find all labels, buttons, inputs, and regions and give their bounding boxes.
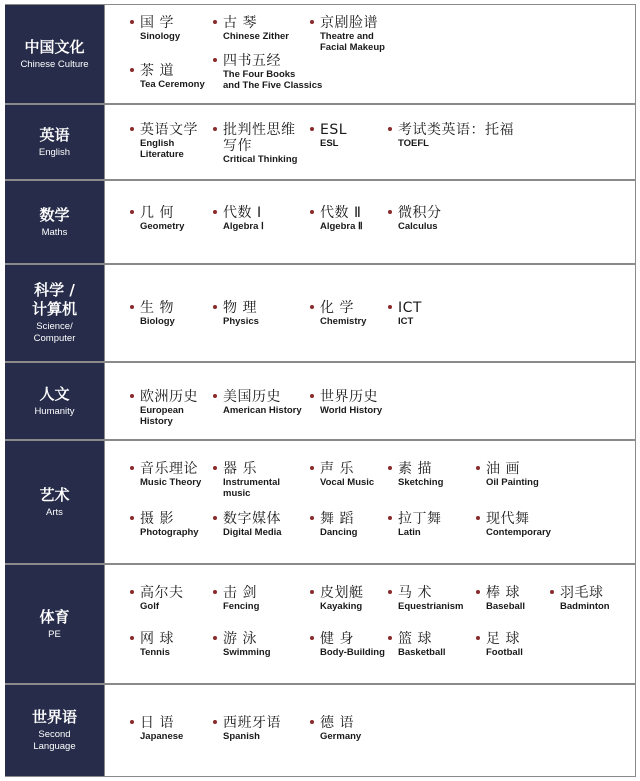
bullet-icon: [310, 127, 314, 131]
course-item: [140, 300, 175, 327]
course-item: [320, 300, 366, 327]
course-list: [104, 105, 636, 179]
course-name-zh: 拉丁舞: [398, 511, 442, 527]
course-name-en: Equestrianism: [398, 601, 464, 612]
course-name-en: Physics: [223, 316, 259, 327]
bullet-icon: [130, 516, 134, 520]
course-item: [223, 585, 259, 612]
course-name-en: Dancing: [320, 527, 358, 538]
category-row: [5, 564, 636, 684]
course-name-en: Vocal Music: [320, 477, 375, 488]
course-item: [140, 63, 205, 90]
bullet-icon: [476, 636, 480, 640]
course-name-en: Fencing: [223, 601, 260, 612]
course-item: [223, 300, 259, 327]
course-item: [223, 53, 322, 91]
course-item: [223, 205, 264, 232]
bullet-icon: [130, 636, 134, 640]
bullet-icon: [388, 516, 392, 520]
course-name-zh: 羽毛球: [560, 585, 604, 601]
course-list: [104, 685, 636, 776]
bullet-icon: [310, 305, 314, 309]
category-name-en: Humanity: [34, 405, 75, 417]
course-item: [320, 511, 357, 538]
category-name-zh: 英语: [39, 125, 70, 144]
category-name-zh: 人文: [39, 384, 70, 403]
course-name-en: Kayaking: [320, 601, 363, 612]
course-list: [104, 181, 636, 263]
course-name-en: Golf: [140, 601, 159, 612]
course-name-zh: 素 描: [398, 461, 432, 477]
course-name-zh: 欧洲历史: [140, 389, 198, 405]
bullet-icon: [213, 590, 217, 594]
course-list: [104, 265, 636, 361]
course-name-zh: 京剧脸谱: [320, 15, 378, 31]
course-name-en: Sketching: [398, 477, 444, 488]
course-item: [140, 715, 183, 742]
course-name-en: ICT: [398, 316, 414, 327]
course-item: [140, 585, 184, 612]
course-item: [140, 389, 198, 427]
course-item: [223, 461, 280, 499]
course-item: [140, 461, 201, 488]
bullet-icon: [476, 516, 480, 520]
course-name-zh: 考试类英语：托福: [398, 122, 514, 138]
course-item: [398, 511, 442, 538]
course-name-en: Basketball: [398, 647, 446, 658]
bullet-icon: [310, 20, 314, 24]
course-name-zh: 日 语: [140, 715, 174, 731]
course-name-zh: 茶 道: [140, 63, 174, 79]
category-name-zh: 科学 / 计算机: [31, 281, 77, 318]
course-item: [398, 461, 443, 488]
bullet-icon: [388, 127, 392, 131]
category-row: [5, 264, 636, 362]
course-name-zh: 批判性思维 写作: [223, 122, 296, 154]
course-name-zh: 代数 Ⅰ: [223, 205, 262, 221]
course-name-en: Japanese: [140, 731, 184, 742]
category-name-zh: 中国文化: [24, 37, 85, 56]
course-name-en: Photography: [140, 527, 199, 538]
course-name-zh: 音乐理论: [140, 461, 198, 477]
course-name-en: Algebra Ⅰ: [223, 221, 264, 232]
course-name-en: European History: [140, 405, 184, 427]
course-item: [140, 511, 199, 538]
course-name-en: World History: [320, 405, 383, 416]
bullet-icon: [388, 590, 392, 594]
course-item: [398, 300, 422, 327]
course-name-en: Badminton: [560, 601, 610, 612]
course-name-zh: 马 术: [398, 585, 432, 601]
course-name-en: Algebra Ⅱ: [320, 221, 363, 232]
bullet-icon: [130, 305, 134, 309]
course-name-zh: 声 乐: [320, 461, 354, 477]
course-item: [140, 15, 180, 42]
course-name-en: ESL: [320, 138, 339, 149]
bullet-icon: [213, 720, 217, 724]
course-list: [104, 565, 636, 683]
course-name-zh: 篮 球: [398, 631, 432, 647]
category-row: [5, 362, 636, 440]
course-item: [320, 631, 385, 658]
course-name-zh: 微积分: [398, 205, 442, 221]
course-name-zh: 四书五经: [223, 53, 281, 69]
course-name-en: Calculus: [398, 221, 438, 232]
course-name-zh: 摄 影: [140, 511, 174, 527]
course-name-en: Swimming: [223, 647, 271, 658]
course-name-zh: 器 乐: [223, 461, 257, 477]
course-name-zh: ESL: [320, 122, 348, 138]
course-list: [104, 363, 636, 439]
course-item: [320, 205, 363, 232]
category-name-en: Chinese Culture: [20, 58, 89, 70]
course-name-en: Germany: [320, 731, 362, 742]
category-label: [5, 685, 104, 776]
bullet-icon: [310, 720, 314, 724]
bullet-icon: [213, 394, 217, 398]
category-name-en: Science/ Computer: [33, 321, 76, 344]
course-item: [223, 511, 282, 538]
category-label: [5, 363, 104, 439]
course-item: [223, 389, 302, 416]
bullet-icon: [310, 394, 314, 398]
course-name-zh: 西班牙语: [223, 715, 281, 731]
category-label: [5, 441, 104, 563]
category-row: [5, 180, 636, 264]
course-name-en: Chinese Zither: [223, 31, 289, 42]
course-name-zh: 击 剑: [223, 585, 257, 601]
category-name-en: English: [38, 146, 71, 158]
category-name-en: Second Language: [33, 729, 76, 752]
course-name-en: Instrumental music: [223, 477, 281, 499]
category-label: [5, 565, 104, 683]
course-name-zh: 数字媒体: [223, 511, 281, 527]
course-item: [320, 122, 347, 149]
course-name-zh: 物 理: [223, 300, 257, 316]
course-name-zh: 几 何: [140, 205, 174, 221]
course-name-en: Football: [486, 647, 523, 658]
course-list: [104, 5, 636, 103]
course-name-zh: 高尔夫: [140, 585, 184, 601]
course-name-zh: 德 语: [320, 715, 354, 731]
course-name-zh: 国 学: [140, 15, 174, 31]
category-label: [5, 105, 104, 179]
bullet-icon: [388, 636, 392, 640]
course-name-en: Critical Thinking: [223, 154, 298, 165]
course-name-en: Tea Ceremony: [140, 79, 205, 90]
course-name-en: Baseball: [486, 601, 526, 612]
bullet-icon: [130, 20, 134, 24]
course-item: [486, 631, 523, 658]
course-item: [398, 631, 446, 658]
bullet-icon: [388, 305, 392, 309]
course-name-zh: 棒 球: [486, 585, 520, 601]
course-name-zh: 古 琴: [223, 15, 257, 31]
course-name-en: Sinology: [140, 31, 181, 42]
course-name-en: Tennis: [140, 647, 170, 658]
course-name-en: Spanish: [223, 731, 260, 742]
course-name-zh: 油 画: [486, 461, 520, 477]
bullet-icon: [213, 466, 217, 470]
course-name-zh: 代数 Ⅱ: [320, 205, 362, 221]
course-name-zh: 网 球: [140, 631, 174, 647]
course-item: [320, 715, 361, 742]
course-name-zh: 足 球: [486, 631, 520, 647]
course-name-en: Latin: [398, 527, 421, 538]
course-list: [104, 441, 636, 563]
course-item: [140, 205, 184, 232]
bullet-icon: [310, 210, 314, 214]
course-name-en: The Four Books and The Five Classics: [223, 69, 323, 91]
category-name-zh: 体育: [39, 607, 70, 626]
course-name-en: TOEFL: [398, 138, 429, 149]
category-label: [5, 181, 104, 263]
course-name-en: Geometry: [140, 221, 185, 232]
course-name-en: English Literature: [140, 138, 184, 160]
course-name-zh: 皮划艇: [320, 585, 364, 601]
bullet-icon: [310, 636, 314, 640]
course-name-zh: 美国历史: [223, 389, 281, 405]
course-name-en: Body-Building: [320, 647, 385, 658]
course-item: [320, 15, 385, 53]
course-item: [486, 511, 551, 538]
course-name-zh: 现代舞: [486, 511, 530, 527]
course-item: [398, 122, 514, 149]
course-name-zh: 生 物: [140, 300, 174, 316]
category-name-en: Maths: [41, 226, 68, 238]
bullet-icon: [130, 127, 134, 131]
course-name-zh: 化 学: [320, 300, 354, 316]
bullet-icon: [550, 590, 554, 594]
course-item: [486, 585, 525, 612]
course-name-zh: 舞 蹈: [320, 511, 354, 527]
bullet-icon: [213, 210, 217, 214]
course-item: [223, 15, 289, 42]
course-item: [140, 122, 198, 160]
category-name-en: Arts: [46, 506, 63, 518]
bullet-icon: [130, 394, 134, 398]
category-name-en: PE: [48, 628, 61, 640]
category-row: [5, 104, 636, 180]
course-item: [398, 585, 463, 612]
course-name-zh: 健 身: [320, 631, 354, 647]
bullet-icon: [310, 466, 314, 470]
category-name-zh: 世界语: [31, 708, 77, 726]
course-name-zh: 游 泳: [223, 631, 257, 647]
bullet-icon: [388, 210, 392, 214]
bullet-icon: [213, 58, 217, 62]
bullet-icon: [130, 720, 134, 724]
bullet-icon: [130, 466, 134, 470]
bullet-icon: [130, 590, 134, 594]
course-name-en: Oil Painting: [486, 477, 539, 488]
course-item: [320, 389, 382, 416]
bullet-icon: [213, 127, 217, 131]
bullet-icon: [213, 305, 217, 309]
course-item: [560, 585, 610, 612]
course-name-en: Music Theory: [140, 477, 202, 488]
category-label: [5, 5, 104, 103]
course-name-zh: 世界历史: [320, 389, 378, 405]
course-name-en: Digital Media: [223, 527, 282, 538]
bullet-icon: [476, 466, 480, 470]
category-row: [5, 684, 636, 777]
bullet-icon: [476, 590, 480, 594]
course-item: [223, 631, 271, 658]
bullet-icon: [310, 516, 314, 520]
category-row: [5, 4, 636, 104]
course-item: [223, 715, 281, 742]
bullet-icon: [388, 466, 392, 470]
course-name-en: American History: [223, 405, 302, 416]
course-item: [398, 205, 442, 232]
course-item: [320, 461, 374, 488]
course-name-zh: 英语文学: [140, 122, 198, 138]
category-name-zh: 数学: [39, 205, 70, 224]
bullet-icon: [213, 636, 217, 640]
course-name-en: Biology: [140, 316, 175, 327]
course-item: [486, 461, 539, 488]
bullet-icon: [130, 210, 134, 214]
course-item: [223, 122, 297, 165]
bullet-icon: [130, 68, 134, 72]
bullet-icon: [213, 516, 217, 520]
course-name-en: Chemistry: [320, 316, 367, 327]
course-item: [140, 631, 174, 658]
course-name-zh: ICT: [398, 300, 422, 316]
bullet-icon: [310, 590, 314, 594]
bullet-icon: [213, 20, 217, 24]
course-name-en: Theatre and Facial Makeup: [320, 31, 385, 53]
category-name-zh: 艺术: [39, 485, 70, 504]
category-row: [5, 440, 636, 564]
category-label: [5, 265, 104, 361]
course-item: [320, 585, 364, 612]
course-name-en: Contemporary: [486, 527, 551, 538]
